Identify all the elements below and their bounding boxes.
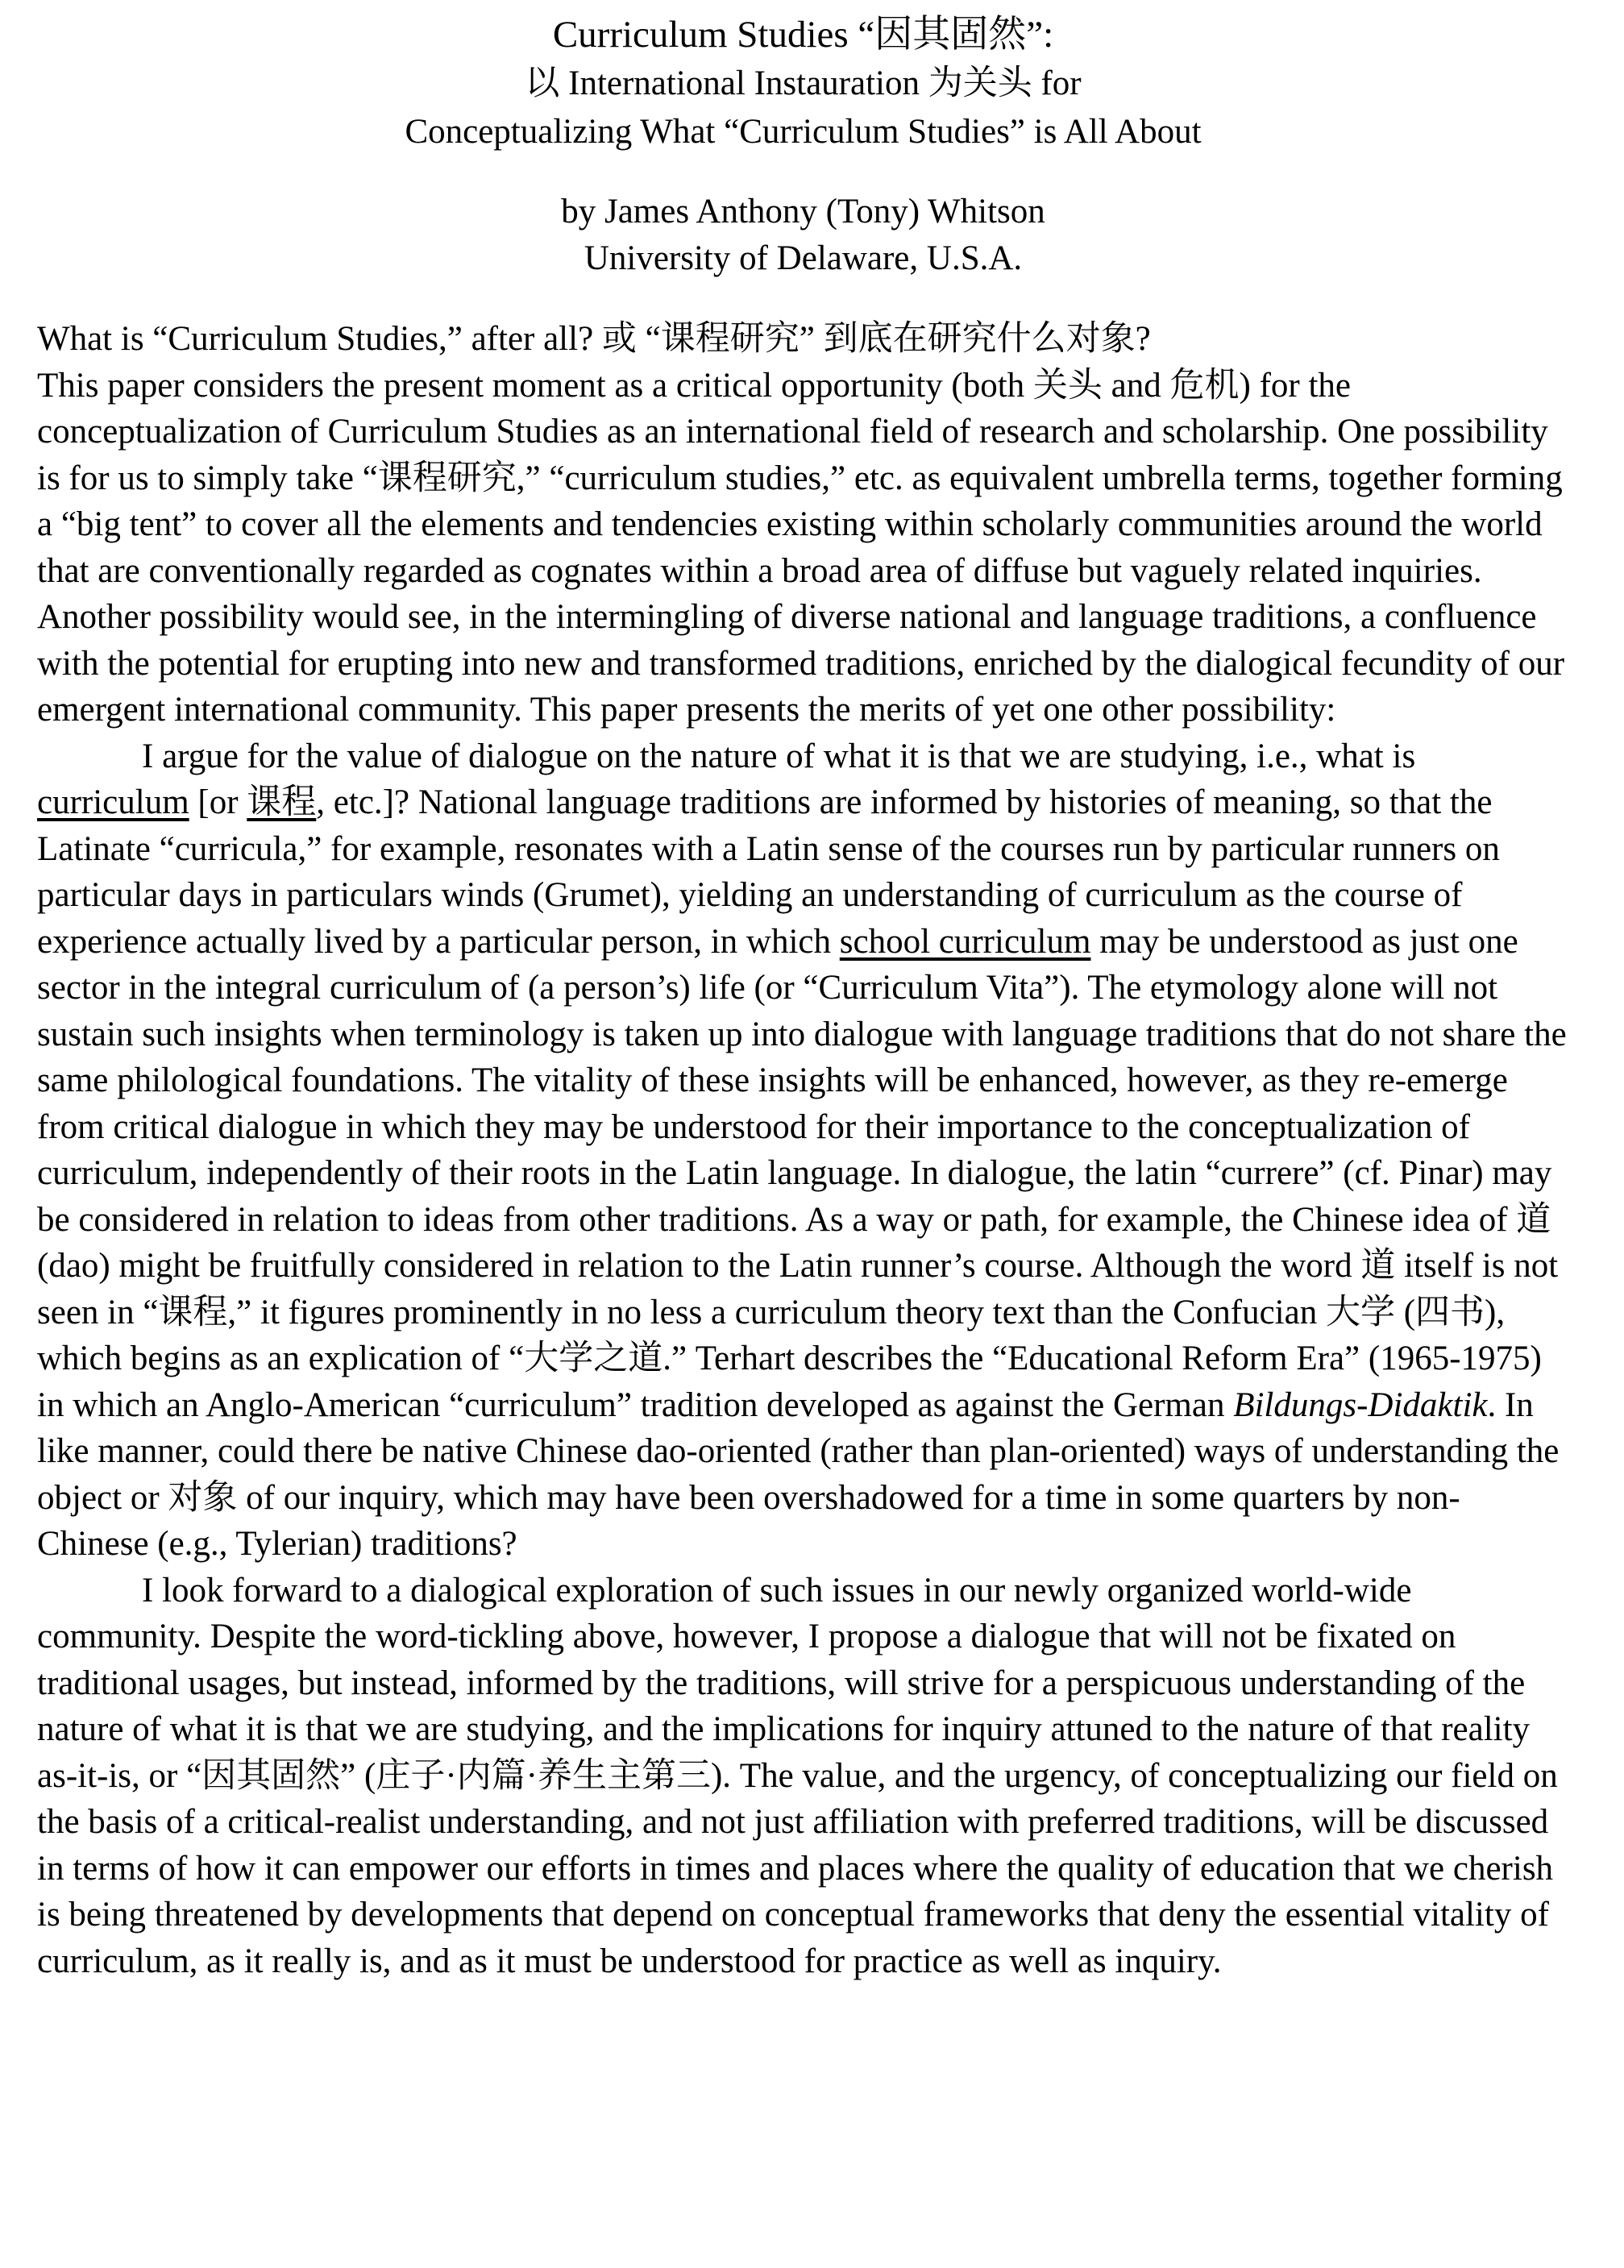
author-block bbox=[37, 189, 1569, 282]
abstract-body bbox=[37, 316, 1569, 1984]
author-affiliation: University of Delaware, U.S.A. bbox=[584, 239, 1023, 277]
paragraph-2 bbox=[37, 733, 1569, 1568]
underlined-term-school-curriculum: school curriculum bbox=[839, 922, 1091, 961]
page-subtitle-line1: 以 International Instauration 为关头 for bbox=[525, 64, 1082, 102]
page-title: Curriculum Studies “因其固然”: bbox=[552, 14, 1054, 56]
paragraph-2-text-d: may be understood as just one sector in the integral curriculum of (a person’s) life (or “Curriculum Vita”). The etymology alone will not sustain such insights when terminology is taken up into dialogue with language traditions that do not share the same philological foundations. The vitality of these insights will be enhanced, however, as they re-emerge from critical dialogue in which they may be understood for their importance to the conceptualization of curriculum, independently of their roots in the Latin language. In dialogue, the latin “currere” (cf. Pinar) may be considered in relation to ideas from other traditions. As a way or path, for example, the Chinese idea of 道 (dao) might be fruitfully considered in relation to the Latin runner’s course. Although the word 道 itself is not seen in “课程,” it figures prominently in no less a curriculum theory text than the Confucian 大学 (四书), which begins as an explication of “大学之道.” Terhart describes the “Educational Reform Era” (1965-1975) in which an Anglo-American “curriculum” tradition developed as against the German bbox=[37, 922, 1567, 1424]
page-subtitle-line2: Conceptualizing What “Curriculum Studies” is All About bbox=[405, 113, 1202, 151]
underlined-term-kecheng: 课程 bbox=[247, 783, 317, 821]
italic-term-bildungs-didaktik: Bildungs-Didaktik bbox=[1233, 1385, 1488, 1424]
paragraph-1: This paper considers the present moment as a critical opportunity (both 关头 and 危机) for the conceptualization of Curriculum Studies as an international field of research and scholarship. One possibility is for us to simply take “课程研究,” “curriculum studies,” etc. as equivalent umbrella terms, together forming a “big tent” to cover all the elements and tendencies existing within scholarly communities around the world that are conventionally regarded as cognates within a broad area of diffuse but vaguely related inquiries. Another possibility would see, in the intermingling of diverse national and language traditions, a confluence with the potential for erupting into new and transformed traditions, enriched by the dialogical fecundity of our emergent international community. This paper presents the merits of yet one other possibility: bbox=[37, 366, 1565, 729]
paragraph-2-text-c: , etc.]? National language traditions are informed by histories of meaning, so that the Latinate “curricula,” for example, resonates with a Latin sense of the courses run by particular runners on particular days in particulars winds (Grumet), yielding an understanding of curriculum as the course of experience actually lived by a particular person, in which bbox=[37, 783, 1500, 961]
paragraph-3: I look forward to a dialogical exploration of such issues in our newly organized world-wide community. Despite the word-tickling above, however, I propose a dialogue that will not be fixated on traditional usages, but instead, informed by the traditions, will strive for a perspicuous understanding of the nature of what it is that we are studying, and the implications for inquiry attuned to the nature of that reality as-it-is, or “因其固然” (庄子·内篇·养生主第三). The value, and the urgency, of conceptualizing our field on the basis of a critical-realist understanding, and not just affiliation with preferred traditions, will be discussed in terms of how it can empower our efforts in times and places where the quality of education that we cherish is being threatened by developments that depend on conceptual frameworks that deny the essential vitality of curriculum, as it really is, and as it must be understood for practice as well as inquiry. bbox=[37, 1571, 1558, 1980]
paragraph-2-text-a: I argue for the value of dialogue on the nature of what it is that we are studying, i.e., what is bbox=[142, 737, 1416, 775]
underlined-term-curriculum: curriculum bbox=[37, 783, 189, 821]
title-block bbox=[37, 0, 1569, 156]
author-name: by James Anthony (Tony) Whitson bbox=[561, 193, 1045, 231]
paragraph-2-text-e: . In like manner, could there be native Chinese dao-oriented (rather than plan-oriented) ways of understanding the object or 对象 of our inquiry, which may have been overshadowed for a time in some quarters by non-Chinese (e.g., Tylerian) traditions? bbox=[37, 1385, 1560, 1563]
paragraph-2-text-b: [or bbox=[189, 783, 247, 821]
paragraph-lead-question: What is “Curriculum Studies,” after all? 或 “课程研究” 到底在研究什么对象? bbox=[37, 320, 1151, 358]
